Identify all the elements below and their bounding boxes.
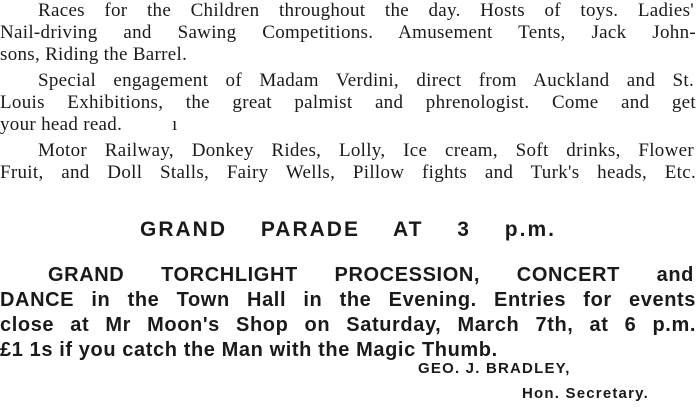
- text-line: GRAND TORCHLIGHT PROCESSION, CONCERT and: [48, 264, 694, 286]
- text-line: Special engagement of Madam Verdini, direct from Auckland and St.: [38, 70, 694, 91]
- text-line: your head read.: [0, 114, 123, 135]
- text-line: DANCE in the Town Hall in the Evening. Entries for events: [0, 289, 696, 311]
- text-line: close at Mr Moon's Shop on Saturday, March 7th, at 6 p.m.: [0, 314, 696, 336]
- text-line: £1 1s if you catch the Man with the Magic Thumb.: [0, 339, 498, 361]
- text-line: Motor Railway, Donkey Rides, Lolly, Ice cream, Soft drinks, Flower: [38, 140, 694, 161]
- stray-mark: ı: [172, 114, 178, 135]
- text-line: Louis Exhibitions, the great palmist and phrenologist. Come and get: [0, 92, 696, 113]
- text-line: Nail-driving and Sawing Competitions. Amusement Tents, Jack John-: [0, 22, 696, 43]
- text-line: Races for the Children throughout the day. Hosts of toys. Ladies': [38, 0, 694, 21]
- text-line: sons, Riding the Barrel.: [0, 44, 188, 65]
- secretary-name: GEO. J. BRADLEY,: [418, 360, 571, 377]
- text-line: Fruit, and Doll Stalls, Fairy Wells, Pillow fights and Turk's heads, Etc.: [0, 162, 696, 183]
- secretary-title: Hon. Secretary.: [522, 385, 649, 402]
- parade-heading: GRAND PARADE AT 3 p.m.: [140, 218, 556, 241]
